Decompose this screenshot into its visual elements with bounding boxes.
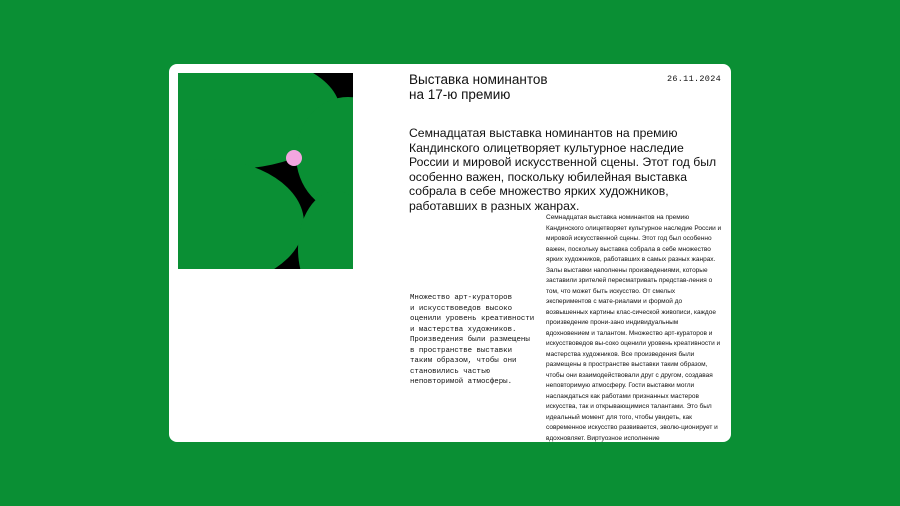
exhibition-title: Выставка номинантов на 17-ю премию [409,72,548,102]
curators-note: Множество арт-кураторов и искусствоведов высоко оценили уровень креативности и мастерства художников. Произведения были размещены в пространстве выставки таким образом, чтобы они становились частью неповторимой атмосферы. [410,294,535,386]
body-text-column: Семнадцатая выставка номинантов на премию Кандинского олицетворяет культурное наследие России и мировой искусственной сцены. Этот год был особенно важен, поскольку выставка собрала в себе множество ярких художников, работавших в самых разных жанрах. Залы выставки наполнены произведениями, которые заставили зрителей пересматривать представ-ления о том, что может быть искусство. От смелых экспериментов с мате-риалами и формой до возвышенных картины клас-сической живописи, каждое произведение прони-зано индивидуальным вдохновением и талантом. Множество арт-кураторов и искусствоведов вы-соко оценили уровень креативности и мастерства художников. Все произведения были размещены в пространстве выставки таким образом, чтобы они взаимодействовали друг с другом, создавая неповторимую атмосферу. Гости выставки могли наслаждаться как работами признанных мастеров искусства, так и открывающимися талантами. Это был идеальный момент для того, чтобы увидеть, как современное искусство развивается, эволю-ционирует и вдохновляет. Виртуозное исполнение [546,214,722,442]
publication-date: 26.11.2024 [666,74,721,84]
artwork-illustration [178,73,353,269]
lead-paragraph: Семнадцатая выставка номинантов на премию Кандинского олицетворяет культурное наследие России и мировой искусственной сцены. Этот год был особенно важен, поскольку юбилейная выставка собрала в себе множество ярких художников, работавших в разных жанрах. [409,126,717,213]
abstract-art-graphic [178,73,353,269]
article-card [169,64,731,442]
art-pink-dot [286,150,302,166]
